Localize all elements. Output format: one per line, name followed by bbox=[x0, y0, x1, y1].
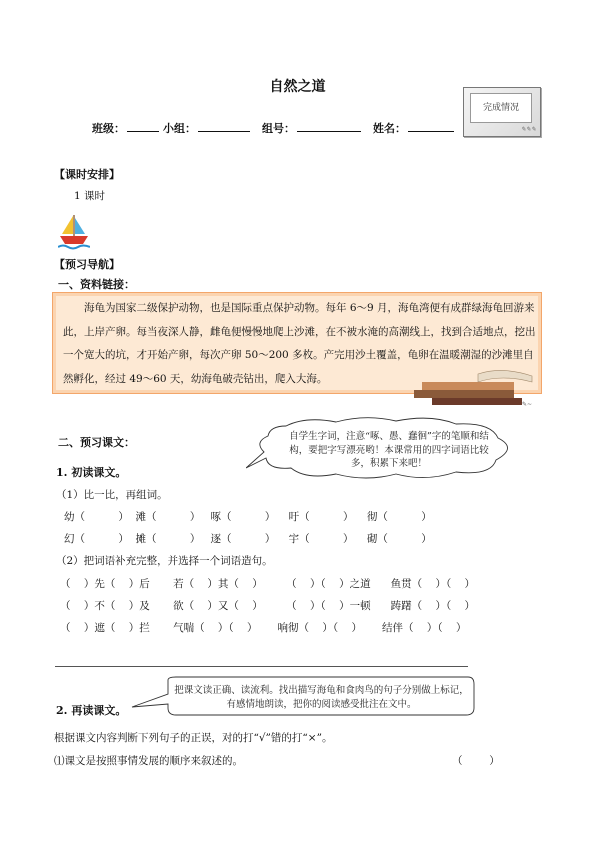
item1-sub1: （1）比一比，再组词。 bbox=[56, 489, 168, 501]
guide-heading: 【预习导航】 bbox=[54, 258, 120, 271]
question-1-answer[interactable]: （ ） bbox=[452, 755, 500, 767]
books-illustration bbox=[382, 368, 546, 414]
name-label: 姓名： bbox=[373, 122, 406, 135]
class-field[interactable] bbox=[127, 121, 159, 132]
item1-sub2: （2）把词语补充完整，并选择一个词语造句。 bbox=[56, 555, 273, 567]
fill-row: （ ）遮（ ）拦 气喘（ ）（ ） 响彻（ ）（ ） 结伴（ ）（ ） bbox=[60, 622, 467, 634]
section2-heading: 二、预习课文： bbox=[58, 436, 135, 449]
stamp-decoration: ✎✎✎ bbox=[520, 126, 536, 133]
svg-text:✎~: ✎~ bbox=[522, 401, 533, 408]
cloud-note bbox=[246, 416, 518, 480]
name-field[interactable] bbox=[408, 121, 454, 132]
class-label: 班级： bbox=[92, 122, 125, 135]
writing-line[interactable] bbox=[55, 666, 468, 667]
completion-stamp bbox=[463, 87, 541, 137]
callout-note bbox=[130, 676, 475, 716]
group-label: 小组： bbox=[163, 122, 196, 135]
item1-heading: 1. 初读课文。 bbox=[56, 466, 127, 479]
fill-row: （ ）不（ ）及 欲（ ）又（ ） （ ）（ ）一顿 踌躇（ ）（ ） bbox=[60, 600, 476, 612]
stamp-label: 完成情况 bbox=[470, 93, 532, 123]
group-field[interactable] bbox=[198, 121, 250, 132]
group-no-label: 组号： bbox=[262, 122, 295, 135]
group-no-field[interactable] bbox=[297, 121, 361, 132]
schedule-heading: 【课时安排】 bbox=[54, 168, 120, 181]
section1-heading: 一、资料链接： bbox=[58, 278, 135, 291]
callout-note-text: 把课文读正确、读流利。找出描写海龟和食肉鸟的句子分别做上标记，有感情地朗读，把你的阅读感受批注在文中。 bbox=[174, 685, 469, 710]
item2-heading: 2. 再读课文。 bbox=[56, 704, 127, 717]
question-1: ⑴课文是按照事情发展的顺序来叙述的。 bbox=[54, 755, 243, 767]
compare-row: 幼（ ） 滩（ ） 啄（ ） 吁（ ） 彻（ ） bbox=[64, 511, 432, 523]
resource-paragraph: 海龟为国家二级保护动物，也是国际重点保护动物。每年 6～9 月，海龟湾便有成群绿海龟回游来此，上岸产卵。每当夜深人静，雌龟便慢慢地爬上沙滩，在不被水淹的高潮线上，找到合适地点，挖出一个宽大的坑，才开始产卵，每次产卵 50～200 多枚。产完用沙土覆盖，龟卵在温暖潮湿的沙滩里自然孵化，经过 49～60 天，幼海龟破壳钻出，爬入大海。 bbox=[63, 302, 536, 385]
compare-row: 幻（ ） 摊（ ） 逐（ ） 宇（ ） 砌（ ） bbox=[64, 533, 432, 545]
schedule-content: 1 课时 bbox=[74, 190, 106, 202]
cloud-note-text: 自学生字词，注意“啄、愚、蠢徊”字的笔顺和结构，要把字写漂亮哟！本课常用的四字词语比较多，积累下来吧！ bbox=[289, 431, 489, 469]
boat-illustration bbox=[58, 214, 90, 252]
student-info-row bbox=[92, 120, 458, 136]
fill-row: （ ）先（ ）后 若（ ）其（ ） （ ）（ ）之道 鱼贯（ ）（ ） bbox=[60, 578, 476, 590]
item2-instruction: 根据课文内容判断下列句子的正误，对的打“√”错的打“×”。 bbox=[54, 732, 333, 744]
page-title: 自然之道 bbox=[269, 79, 326, 95]
resource-box bbox=[52, 292, 544, 410]
